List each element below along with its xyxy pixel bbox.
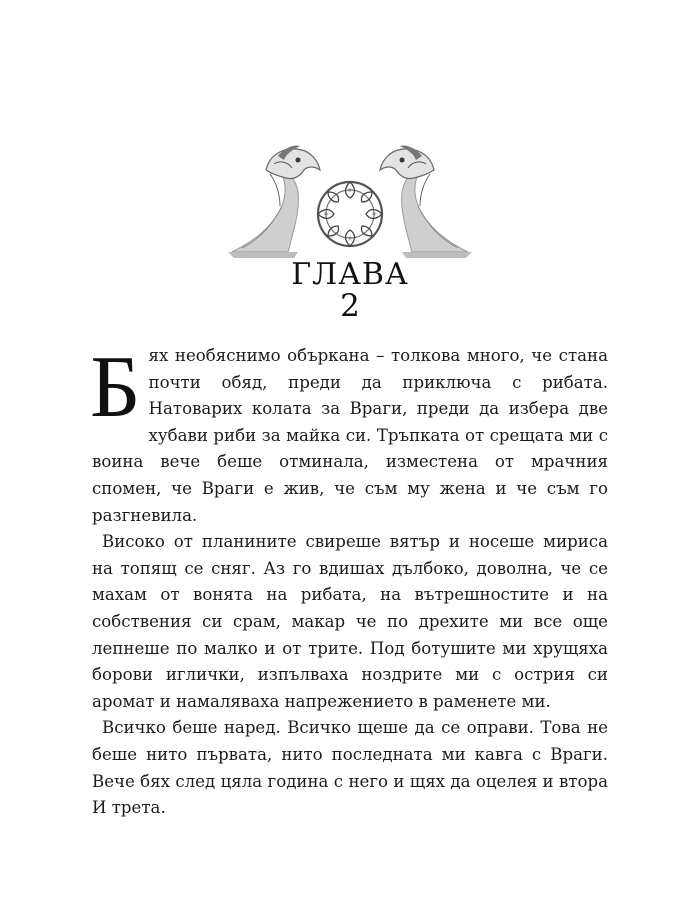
- paragraph: [90, 339, 608, 529]
- paragraph: [92, 715, 608, 821]
- chapter-number: 2: [340, 288, 360, 324]
- paragraph-text: ях необяснимо объркана – толкова много, че стана почти обяд, преди да приключа с рибата. Натоварих колата за Враги, преди да избера две хубави риби за майка си. Тръпката от срещата ми с воина вече беше отминала, изместена от мрачния спомен, че Враги е жив, че съм му жена и че съм го разгневила.: [92, 346, 608, 525]
- paragraph-text: Високо от планините свиреше вятър и носеше мириса на топящ се сняг. Аз го вдишах дълбоко, доволна, че се махам от вонята на рибата, на вътрешностите и на собствения си срам, макар че по дрехите ми все още лепнеше по малко и от трите. Под ботушите ми хрущяха борови иглички, изпълваха ноздрите ми с острия си аромат и намаляваха напрежението в раменете ми.: [92, 532, 608, 711]
- paragraph-text: Всичко беше наред. Всичко щеше да се оправи. Това не беше нито първата, нито последната ми кавга с Враги. Вече бях след цяла година с него и щях да оцелея и втора И трета.: [92, 718, 608, 818]
- chapter-body: [90, 339, 608, 822]
- chapter-title: ГЛАВА: [291, 257, 409, 292]
- paragraph: [92, 529, 608, 715]
- viking-ship-prows-wreath-icon: [228, 140, 472, 260]
- drop-cap: Б: [90, 339, 141, 436]
